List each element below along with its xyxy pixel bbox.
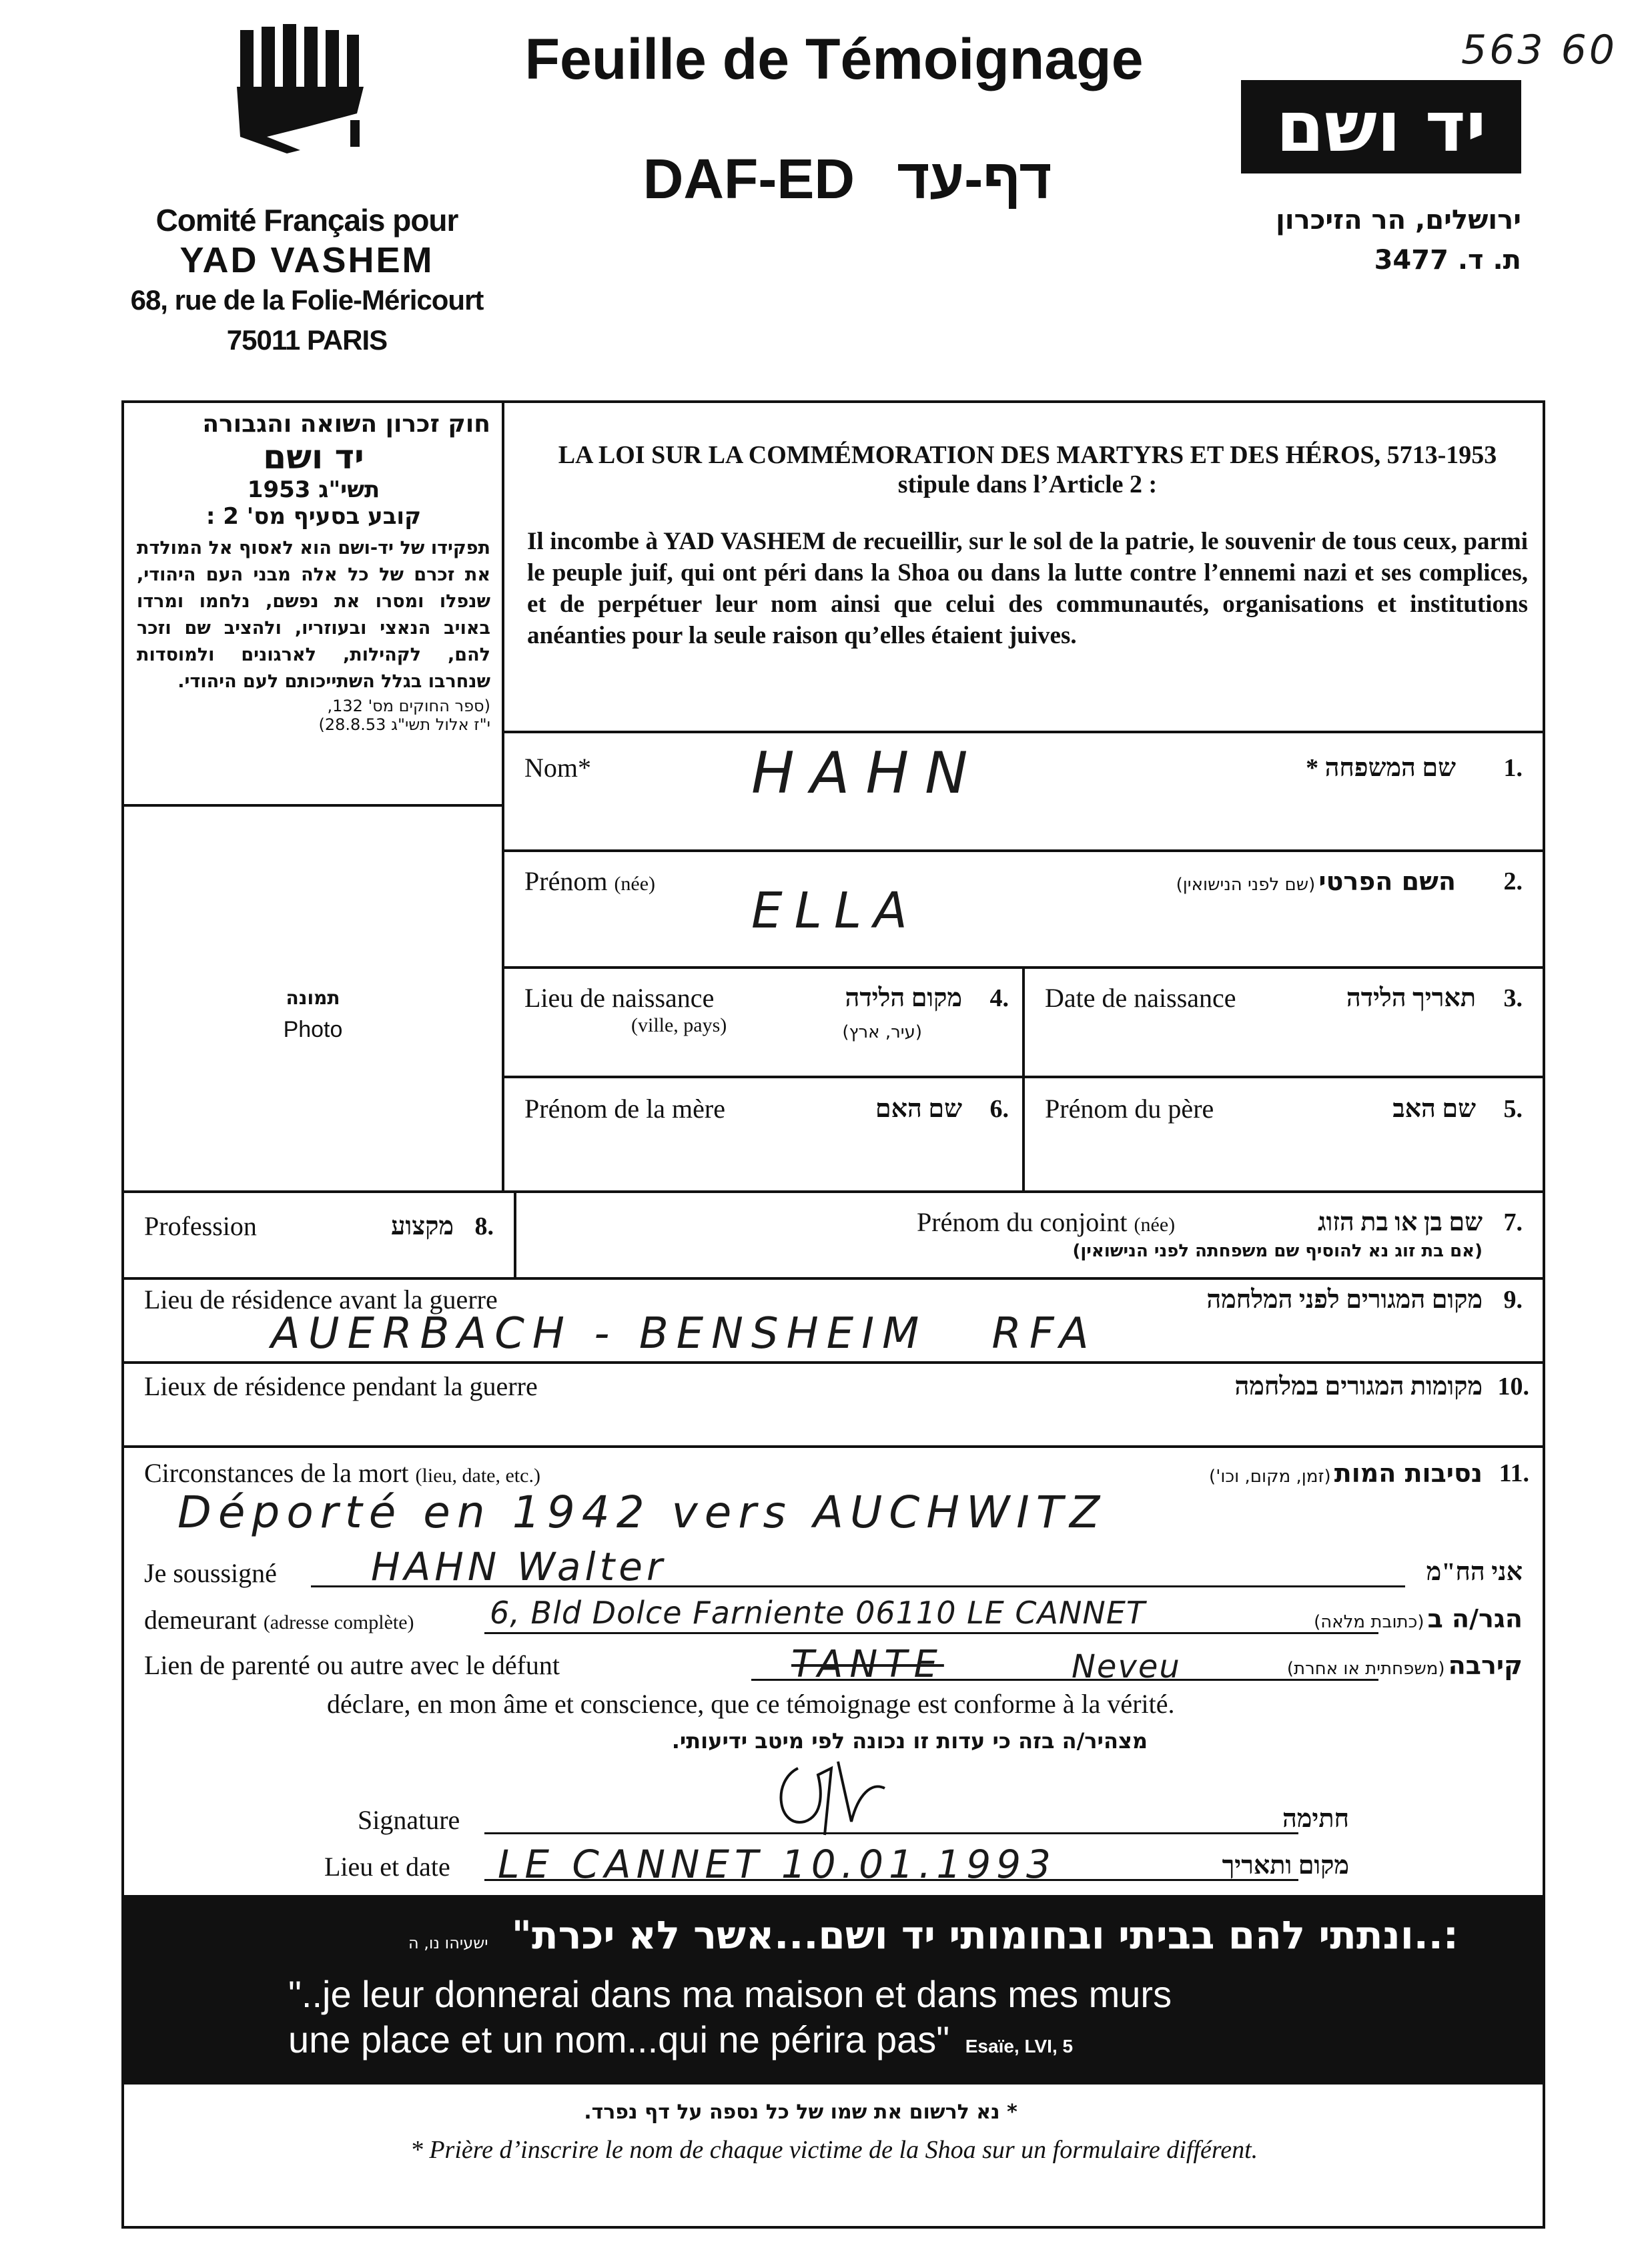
declare-heb: מצהיר/ה בזה כי עדות זו נכונה לפי מיטב ידיעותי. <box>671 1728 1148 1754</box>
photo-area <box>124 807 502 1190</box>
prenom-heb-text: השם הפרטי <box>1318 867 1456 896</box>
residence-pendant-heb: מקומות המגורים במלחמה <box>1234 1373 1483 1401</box>
circonstances-num: 11. <box>1499 1459 1529 1487</box>
org-line1: Comité Français pour <box>155 203 458 238</box>
lien-heb-text: קירבה <box>1448 1651 1523 1680</box>
demeurant-row[interactable] <box>124 1595 1543 1641</box>
lien-struck: TANTE <box>791 1643 944 1686</box>
lien-heb <box>1287 1651 1523 1680</box>
org-line4: 75011 PARIS <box>226 324 388 356</box>
profession-heb: מקצוע <box>391 1212 454 1240</box>
prenom-pere-heb: שם האב <box>1392 1095 1476 1123</box>
nom-value: HAHN <box>751 740 984 807</box>
prenom-heb <box>1176 867 1456 896</box>
law-fr-body: Il incombe à YAD VASHEM de recueillir, sur le sol de la patrie, le souvenir de tous ceux, parmi le peuple juif, qui ont péri dans la Shoa ou dans la lutte contre l’ennemi nazi et ses complices, et de perpétuer leur nom ainsi que celui des communautés, organisations et institutions anéanties pour la seule raison qu’elles étaient juives. <box>527 528 1528 649</box>
subtitle-hebrew: דף-עד <box>897 147 1052 210</box>
law-french <box>527 440 1528 651</box>
candelabra-logo <box>227 20 380 160</box>
lieu-naissance-note: (ville, pays) <box>631 1014 727 1036</box>
prenom-mere-heb: שם האם <box>875 1095 962 1123</box>
law-heb-line4: קובע בסעיף מס' 2 : <box>205 503 422 530</box>
circonstances-label-note: (lieu, date, etc.) <box>415 1465 540 1487</box>
prenom-mere-num: 6. <box>989 1095 1009 1123</box>
residence-avant-label: Lieu de résidence avant la guerre <box>144 1284 498 1314</box>
residence-avant-value: AUERBACH - BENSHEIM RFA <box>271 1309 1097 1359</box>
signature-mark <box>758 1742 905 1842</box>
circonstances-label-text: Circonstances de la mort <box>144 1458 409 1488</box>
demeurant-label-text: demeurant <box>144 1605 257 1635</box>
soussigne-heb: אני הח"מ <box>1426 1558 1523 1586</box>
date-naissance-heb: תאריך הלידה <box>1346 984 1476 1012</box>
conjoint-num: 7. <box>1503 1208 1523 1236</box>
banner-heb: :..ונתתי להם בביתי ובחומותי יד ושם...אשר לא יכרת" <box>511 1912 1459 1958</box>
law-heb-line3: תשי"ג 1953 <box>247 476 380 503</box>
circonstances-label <box>144 1457 540 1489</box>
hebrew-address <box>1241 200 1521 280</box>
circonstances-heb-text: נסיבות המות <box>1334 1459 1483 1488</box>
banner-heb-row <box>408 1912 1459 1958</box>
signature-label: Signature <box>358 1805 460 1835</box>
soussigne-value: HAHN Walter <box>371 1544 667 1589</box>
conjoint-label <box>917 1206 1175 1238</box>
nom-label: Nom* <box>524 753 591 783</box>
prenom-value: ELLA <box>751 882 919 939</box>
prenom-label-text: Prénom <box>524 866 608 896</box>
org-line2: YAD VASHEM <box>179 240 434 280</box>
lien-value: Neveu <box>1072 1648 1181 1685</box>
conjoint-label-note: (née) <box>1134 1214 1176 1236</box>
demeurant-heb-text: הגר/ה ב <box>1427 1604 1523 1633</box>
circonstances-heb-note: (זמן, מקום, וכו') <box>1209 1467 1331 1487</box>
prenom-pere-num: 5. <box>1503 1095 1523 1123</box>
banner-fr-ref: Esaïe, LVI, 5 <box>965 2036 1074 2056</box>
law-fr-subtitle: stipule dans l’Article 2 : <box>897 470 1158 498</box>
demeurant-label-note: (adresse complète) <box>263 1611 414 1633</box>
demeurant-value: 6, Bld Dolce Farniente 06110 LE CANNET <box>490 1595 1146 1631</box>
residence-pendant-label: Lieux de résidence pendant la guerre <box>144 1371 538 1401</box>
law-heb-source2: י"ז אלול תשי"ג 28.8.53) <box>318 715 490 734</box>
lien-row[interactable] <box>124 1641 1543 1688</box>
lieu-naissance-heb-note: (עיר, ארץ) <box>842 1022 922 1042</box>
declare-fr: déclare, en mon âme et conscience, que ce témoignage est conforme à la vérité. <box>327 1689 1175 1719</box>
org-line3: 68, rue de la Folie-Méricourt <box>130 284 484 316</box>
demeurant-heb <box>1314 1604 1523 1633</box>
org-name <box>120 200 494 360</box>
prenom-label <box>524 865 655 897</box>
field-prenom-pere[interactable] <box>1025 1078 1543 1190</box>
profession-label: Profession <box>144 1211 257 1241</box>
ref-number: 563 60 <box>1461 27 1617 73</box>
soussigne-row[interactable] <box>124 1544 1543 1595</box>
law-fr-title: LA LOI SUR LA COMMÉMORATION DES MARTYRS ET DES HÉROS, 5713-1953 <box>558 441 1497 469</box>
prenom-heb-note: (שם לפני הנישואין) <box>1176 875 1316 895</box>
date-naissance-num: 3. <box>1503 984 1523 1012</box>
law-hebrew <box>137 410 490 734</box>
hebrew-address-line1: ירושלים, הר הזיכרון <box>1276 205 1521 236</box>
footer-fr: * Prière d’inscrire le nom de chaque victime de la Shoa sur un formulaire différent. <box>410 2136 1258 2164</box>
photo-fr: Photo <box>283 1017 343 1042</box>
field-profession[interactable] <box>124 1193 514 1277</box>
demeurant-heb-note: (כתובת מלאה) <box>1314 1612 1424 1632</box>
law-heb-body: תפקידו של יד-ושם הוא לאסוף אל המולדת את זכרם של כל אלה מבני העם היהודי, שנפלו ומסרו את נפשם, נלחמו ומרדו באויב הנאצי ובעוזריו, ולהציב שם וזכר להם, לקהילות, לארגונים ולמוסדות שנחרבו בגלל השתייכותם לעם היהודי. <box>137 538 490 692</box>
demeurant-underline <box>484 1632 1378 1634</box>
demeurant-label <box>144 1604 414 1635</box>
residence-avant-heb: מקום המגורים לפני המלחמה <box>1206 1286 1483 1314</box>
prenom-num: 2. <box>1503 867 1523 895</box>
field-residence-pendant[interactable] <box>124 1364 1543 1445</box>
nom-num: 1. <box>1503 754 1523 782</box>
field-conjoint[interactable] <box>516 1193 1543 1277</box>
conjoint-heb: שם בן או בת הזוג <box>1318 1208 1483 1236</box>
banner-fr-line1: "..je leur donnerai dans ma maison et dans mes murs <box>288 1973 1172 2015</box>
law-heb-source1: (ספר החוקים מס' 132, <box>327 697 490 715</box>
hebrew-address-line2: ת. ד. 3477 <box>1374 245 1521 276</box>
law-heb-line2: יד ושם <box>263 438 364 476</box>
lieu-naissance-num: 4. <box>989 984 1009 1012</box>
residence-pendant-num: 10. <box>1497 1373 1529 1401</box>
date-naissance-label: Date de naissance <box>1045 983 1236 1013</box>
nom-heb: שם המשפחה * <box>1306 754 1456 782</box>
lieu-date-row[interactable] <box>124 1842 1543 1888</box>
circonstances-value: Déporté en 1942 vers AUCHWITZ <box>177 1487 1107 1538</box>
field-residence-avant[interactable] <box>124 1280 1543 1361</box>
yad-vashem-logo: יד ושם <box>1241 80 1521 173</box>
field-prenom[interactable] <box>504 852 1543 966</box>
field-nom[interactable] <box>504 733 1543 849</box>
field-prenom-mere[interactable] <box>504 1078 1022 1190</box>
page-title: Feuille de Témoignage <box>524 27 1144 91</box>
banner-fr-line2-text: une place et un nom...qui ne périra pas" <box>288 2018 950 2060</box>
lien-label: Lien de parenté ou autre avec le défunt <box>144 1650 560 1680</box>
banner-heb-ref: ישעיהו נו, ה <box>408 1934 488 1952</box>
subtitle-latin: DAF-ED <box>643 147 855 210</box>
lieu-date-label: Lieu et date <box>324 1852 450 1882</box>
law-heb-line1: חוק זכרון השואה והגבורה <box>202 410 490 438</box>
field-lieu-naissance[interactable] <box>504 969 1022 1076</box>
quote-banner <box>121 1898 1545 2085</box>
lieu-naissance-label: Lieu de naissance <box>524 983 715 1013</box>
lieu-naissance-heb: מקום הלידה <box>845 984 962 1012</box>
conjoint-heb-note: (אם בת זוג נא להוסיף שם משפחתה לפני הנישואין) <box>1072 1241 1483 1261</box>
lieu-date-value: LE CANNET 10.01.1993 <box>498 1842 1056 1887</box>
signature-row[interactable] <box>124 1795 1543 1842</box>
lieu-date-heb: מקום ותאריך <box>1222 1852 1349 1880</box>
photo-heb: תמונה <box>286 987 340 1009</box>
prenom-label-note: (née) <box>614 873 656 895</box>
signature-heb: חתימה <box>1282 1805 1349 1833</box>
circonstances-heb <box>1209 1459 1483 1488</box>
prenom-pere-label: Prénom du père <box>1045 1094 1214 1124</box>
residence-avant-num: 9. <box>1503 1286 1523 1314</box>
conjoint-label-text: Prénom du conjoint <box>917 1207 1128 1237</box>
soussigne-label: Je soussigné <box>144 1558 277 1588</box>
field-date-naissance[interactable] <box>1025 969 1543 1076</box>
banner-fr-line2 <box>288 2018 1073 2061</box>
lien-heb-note: (משפחתית או אחרת) <box>1286 1659 1445 1679</box>
footer-heb: * נא לרשום את שמו של כל נספה על דף נפרד. <box>584 2101 1017 2124</box>
profession-num: 8. <box>474 1212 494 1240</box>
page-subtitle <box>574 147 1121 212</box>
prenom-mere-label: Prénom de la mère <box>524 1094 725 1124</box>
field-circonstances[interactable] <box>124 1448 1543 1541</box>
